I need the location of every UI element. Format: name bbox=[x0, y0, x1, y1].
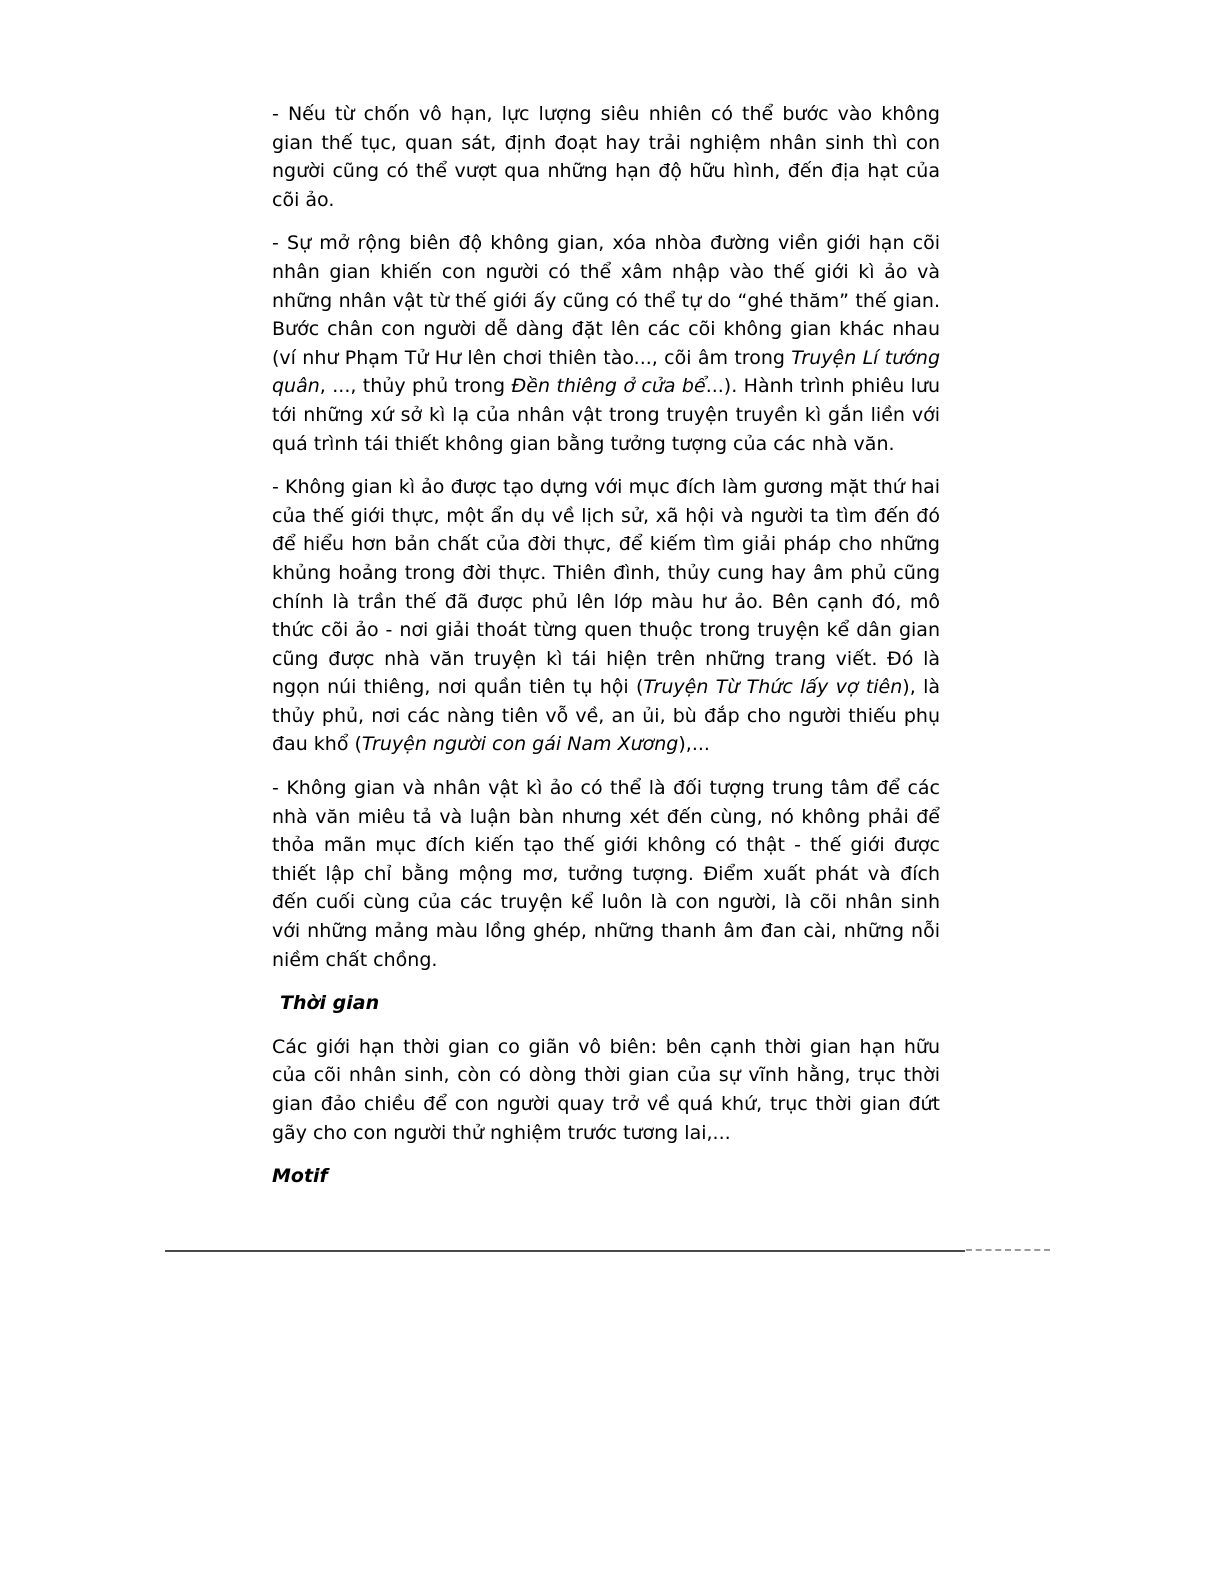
text-run: ), là thủy phủ, nơi các nàng tiên vỗ về, an ủi, bù đắp cho người thiếu phụ đau khổ ( bbox=[272, 676, 940, 756]
paragraph bbox=[272, 229, 940, 458]
paragraph bbox=[272, 100, 940, 214]
text-run: Motif bbox=[272, 1165, 328, 1188]
text-run: Đền thiêng ở cửa bể bbox=[511, 375, 706, 398]
text-run: Truyện Lí tướng quân bbox=[272, 346, 941, 398]
paragraph bbox=[272, 473, 940, 759]
subheading bbox=[272, 1162, 940, 1191]
text-run: ...). Hành trình phiêu lưu tới những xứ sở kì lạ của nhân vật trong truyện truyền kì gắn liền với quá trình tái thiết không gian bằng tưởng tượng của các nhà văn. bbox=[272, 375, 941, 455]
text-run: - Không gian và nhân vật kì ảo có thể là đối tượng trung tâm để các nhà văn miêu tả và luận bàn nhưng xét đến cùng, nó không phải để thỏa mãn mục đích kiến tạo thế giới không có thật - thế giới được thiết lập chỉ bằng mộng mơ, tưởng tượng. Điểm xuất phát và đích đến cuối cùng của các truyện kể luôn là con người, là cõi nhân sinh với những mảng màu lồng ghép, những thanh âm đan cài, những nỗi niềm chất chồng. bbox=[272, 777, 940, 971]
text-run: - Nếu từ chốn vô hạn, lực lượng siêu nhiên có thể bước vào không gian thế tục, quan sát, định đoạt hay trải nghiệm nhân sinh thì con người cũng có thể vượt qua những hạn độ hữu hình, đến địa hạt của cõi ảo. bbox=[272, 103, 940, 211]
paragraph bbox=[272, 1033, 940, 1147]
text-run: Thời gian bbox=[280, 992, 380, 1015]
text-run: - Không gian kì ảo được tạo dựng với mục đích làm gương mặt thứ hai của thế giới thực, một ẩn dụ về lịch sử, xã hội và người ta tìm đến đó để hiểu hơn bản chất của đời thực, để kiếm tìm giải pháp cho những khủng hoảng trong đời thực. Thiên đình, thủy cung hay âm phủ cũng chính là trần thế đã được phủ lên lớp màu hư ảo. Bên cạnh đó, mô thức cõi ảo - nơi giải thoát từng quen thuộc trong truyện kể dân gian cũng được nhà văn truyện kì tái hiện trên những trang viết. Đó là ngọn núi thiêng, nơi quần tiên tụ hội ( bbox=[272, 476, 940, 699]
text-run: Truyện Từ Thức lấy vợ tiên bbox=[643, 676, 903, 699]
text-run: ),... bbox=[678, 733, 710, 756]
subheading bbox=[272, 989, 940, 1018]
text-run: - Sự mở rộng biên độ không gian, xóa nhòa đường viền giới hạn cõi nhân gian khiến con người có thể xâm nhập vào thế giới kì ảo và những nhân vật từ thế giới ấy cũng có thể tự do “ghé thăm” thế gian. Bước chân con người dễ dàng đặt lên các cõi không gian khác nhau (ví như Phạm Tử Hư lên chơi thiên tào..., cõi âm trong bbox=[272, 232, 940, 369]
text-column bbox=[272, 100, 940, 1206]
footer-rule-dashes bbox=[966, 1249, 1050, 1251]
text-run: Các giới hạn thời gian co giãn vô biên: bên cạnh thời gian hạn hữu của cõi nhân sinh, còn có dòng thời gian của sự vĩnh hằng, trục thời gian đảo chiều để con người quay trở về quá khứ, trục thời gian đứt gãy cho con người thử nghiệm trước tương lai,... bbox=[272, 1035, 940, 1144]
paragraph bbox=[272, 774, 940, 974]
text-run: Truyện người con gái Nam Xương bbox=[361, 733, 679, 756]
text-run: , ..., thủy phủ trong bbox=[319, 375, 512, 398]
footer-rule bbox=[165, 1250, 965, 1252]
